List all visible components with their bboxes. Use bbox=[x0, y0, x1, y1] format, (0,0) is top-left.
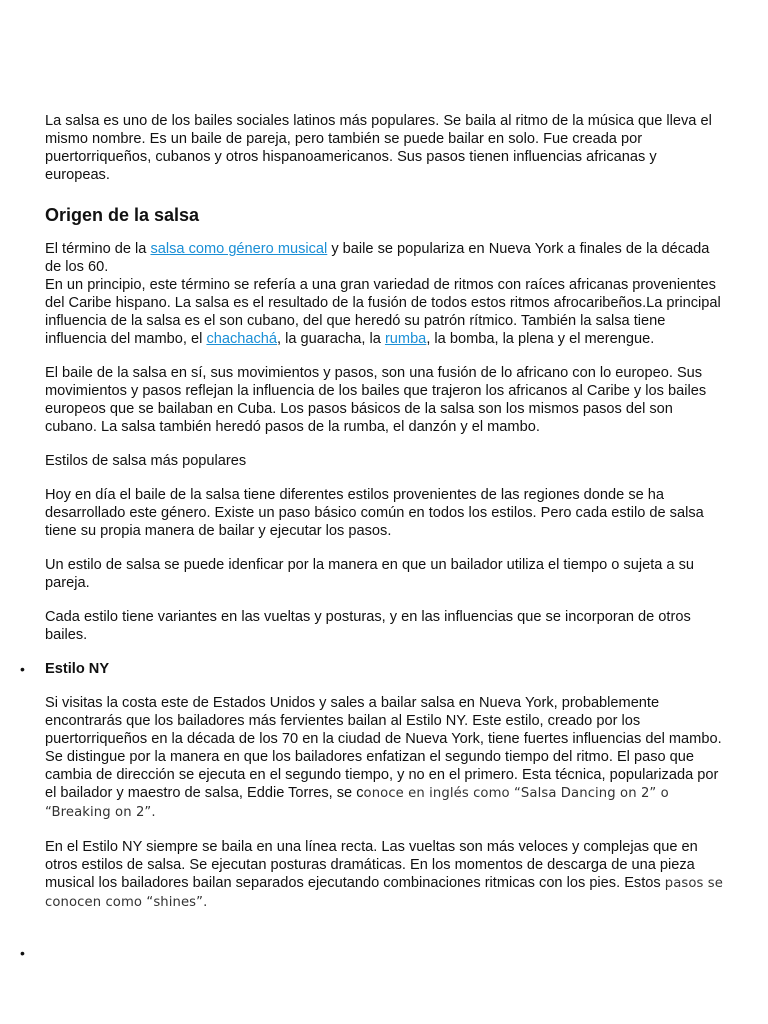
intro-paragraph: La salsa es uno de los bailes sociales latinos más populares. Se baila al ritmo de la música que lleva el mismo nombre. Es un baile de pareja, pero también se puede bailar en solo. Fue creada por puertorriqueños, cubanos y otros hispanoamericanos. Sus pasos tienen influencias africanas y europeas. bbox=[45, 113, 712, 183]
ny-paragraph-1 bbox=[45, 694, 725, 822]
origen-paragraph-1 bbox=[45, 240, 725, 348]
bullet-icon: • bbox=[20, 661, 25, 677]
section-heading-origen: Origen de la salsa bbox=[45, 205, 200, 225]
estilos-paragraph-3: Cada estilo tiene variantes en las vueltas y posturas, y en las influencias que se incorporan de otros bailes. bbox=[45, 609, 691, 643]
estilos-subheading: Estilos de salsa más populares bbox=[45, 453, 247, 469]
document-body bbox=[20, 112, 725, 932]
list-item-estilo-ny bbox=[20, 660, 725, 678]
ny-text-1: Si visitas la costa este de Estados Unidos y sales a bailar salsa en Nueva York, probablemente encontrarás que los bailadores más fervientes bailan al Estilo NY. Este estilo, creado por los puertorriqueños en la década de los 70 en la ciudad de Nueva York, tiene fuertes influencias del mambo. bbox=[45, 695, 722, 747]
rumba-link[interactable]: rumba bbox=[384, 331, 427, 347]
origen-text-start: El término de la bbox=[45, 241, 151, 257]
estilos-paragraph-2: Un estilo de salsa se puede idenficar por la manera en que un bailador utiliza el tiempo o sujeta a su pareja. bbox=[45, 557, 695, 591]
origen-text-mid: , la guaracha, la bbox=[277, 331, 385, 347]
origen-text-end: y baile se populariza en Nueva York a finales de la década de los 60. bbox=[45, 241, 710, 275]
ny-text-2: En el Estilo NY siempre se baila en una línea recta. Las vueltas son más veloces y complejas que en otros estilos de salsa. Se ejecutan posturas dramáticas. En los momentos de descarga de una pieza musical los bailadores bailan separados ejecutando combinaciones ritmicas con los pies. Estos bbox=[45, 839, 698, 891]
chachacha-link[interactable]: chachachá bbox=[206, 331, 278, 347]
ny-text-2-thin: pasos se conocen como “shines”. bbox=[45, 876, 723, 910]
origen-paragraph-2: El baile de la salsa en sí, sus movimientos y pasos, son una fusión de lo africano con lo europeo. Sus movimientos y pasos reflejan la influencia de los bailes que trajeron los africanos al Caribe y los bailes europeos que se bailaban en Cuba. Los pasos básicos de la salsa son los mismos pasos del son cubano. La salsa también heredó pasos de la rumba, el danzón y el mambo. bbox=[45, 365, 707, 435]
ny-text-1b: Se distingue por la manera en que los bailadores enfatizan el segundo tiempo del ritmo. El paso que cambia de dirección se ejecuta en el segundo tiempo, y no en el primero. Esta técnica, popularizada por el bailador y maestro de salsa, Eddie Torres, se c bbox=[45, 749, 719, 801]
origen-text-line2: En un principio, este término se refería a una gran variedad de ritmos con raíces africanas provenientes del Caribe hispano. La salsa es el resultado de la fusión de todos estos ritmos afrocaribeños.La principal influencia de la salsa es el son cubano, del que heredó su patrón rítmico. También la salsa tiene influencia del mambo, el bbox=[45, 277, 721, 347]
salsa-genero-link[interactable]: salsa como género musical bbox=[150, 241, 328, 257]
ny-paragraph-2 bbox=[45, 838, 725, 912]
empty-bullet-icon: • bbox=[20, 945, 25, 961]
estilos-paragraph-1: Hoy en día el baile de la salsa tiene diferentes estilos provenientes de las regiones donde se ha desarrollado este género. Existe un paso básico común en todos los estilos. Pero cada estilo de salsa tiene su propia manera de bailar y ejecutar los pasos. bbox=[45, 487, 704, 539]
estilo-ny-title: Estilo NY bbox=[45, 661, 110, 677]
ny-text-1b-thin: onoce en inglés como “Salsa Dancing on 2” o “Breaking on 2”. bbox=[45, 786, 669, 820]
origen-text-end2: , la bomba, la plena y el merengue. bbox=[426, 331, 655, 347]
